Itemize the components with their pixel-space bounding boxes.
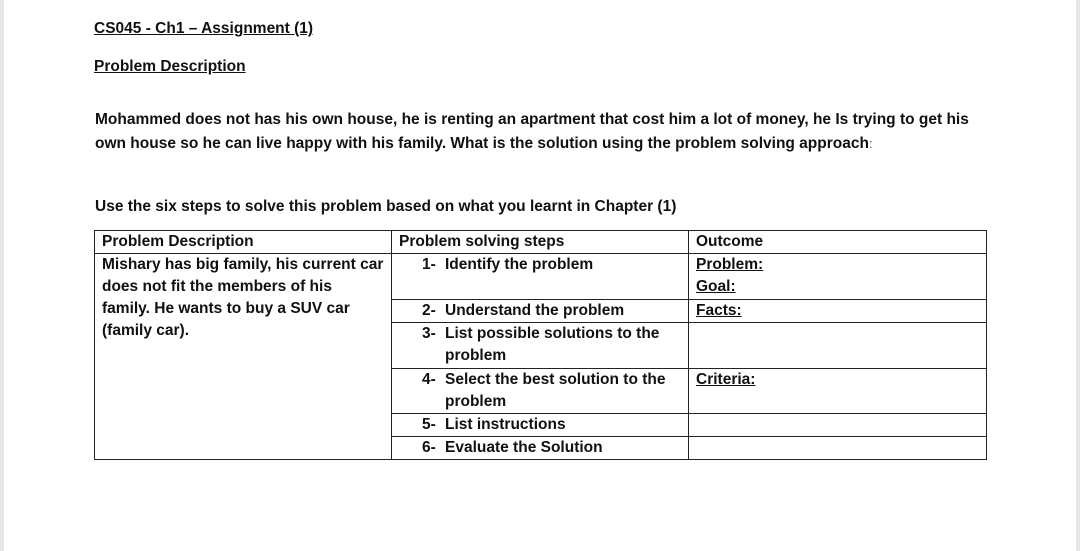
step-number: 4-	[422, 371, 436, 388]
outcome-cell	[689, 323, 987, 369]
step-item	[399, 414, 681, 436]
step-item	[399, 369, 681, 413]
outcome-problem: Problem:	[696, 256, 764, 273]
problem-paragraph-text: Mohammed does not has his own house, he is renting an apartment that cost him a lot of money, he Is trying to get his own house so he can live happy with his family. What is the solution using the problem solving approach	[95, 111, 969, 152]
outcome-criteria: Criteria:	[696, 371, 756, 388]
step-text: List possible solutions to the problem	[445, 325, 660, 364]
description-text: Mishary has big family, his current car does not fit the members of his family. He wants to buy a SUV car (family car).	[102, 256, 384, 339]
outcome-cell	[689, 300, 987, 323]
header-problem-description: Problem Description	[95, 231, 392, 254]
step-text: Select the best solution to the problem	[445, 371, 666, 410]
step-number: 6-	[422, 439, 436, 456]
step-text: Evaluate the Solution	[445, 439, 603, 456]
problem-paragraph	[95, 108, 975, 156]
outcome-cell	[689, 437, 987, 460]
header-outcome: Outcome	[689, 231, 987, 254]
step-cell	[392, 323, 689, 369]
step-item	[399, 300, 681, 322]
description-cell	[95, 254, 392, 460]
outcome-cell	[689, 254, 987, 300]
outcome-facts: Facts:	[696, 302, 742, 319]
outcome-cell	[689, 414, 987, 437]
step-cell	[392, 369, 689, 414]
section-heading: Problem Description	[94, 58, 246, 75]
step-item	[399, 323, 681, 367]
step-cell	[392, 254, 689, 300]
step-text: Understand the problem	[445, 302, 625, 319]
document-page	[4, 0, 1076, 551]
outcome-goal: Goal:	[696, 278, 736, 295]
step-cell	[392, 300, 689, 323]
step-item	[399, 437, 681, 459]
step-cell	[392, 414, 689, 437]
table-header-row	[95, 231, 987, 254]
table-row	[95, 254, 987, 300]
step-cell	[392, 437, 689, 460]
step-number: 2-	[422, 302, 436, 319]
outcome-cell	[689, 369, 987, 414]
paragraph-colon: :	[868, 136, 873, 151]
step-number: 1-	[422, 256, 436, 273]
step-number: 5-	[422, 416, 436, 433]
instruction-text: Use the six steps to solve this problem based on what you learnt in Chapter (1)	[95, 198, 677, 215]
step-text: List instructions	[445, 416, 566, 433]
header-problem-solving-steps: Problem solving steps	[392, 231, 689, 254]
step-number: 3-	[422, 325, 436, 342]
step-text: Identify the problem	[445, 256, 594, 273]
step-item	[399, 254, 681, 276]
assignment-table	[94, 230, 987, 460]
document-title: CS045 - Ch1 – Assignment (1)	[94, 20, 314, 37]
